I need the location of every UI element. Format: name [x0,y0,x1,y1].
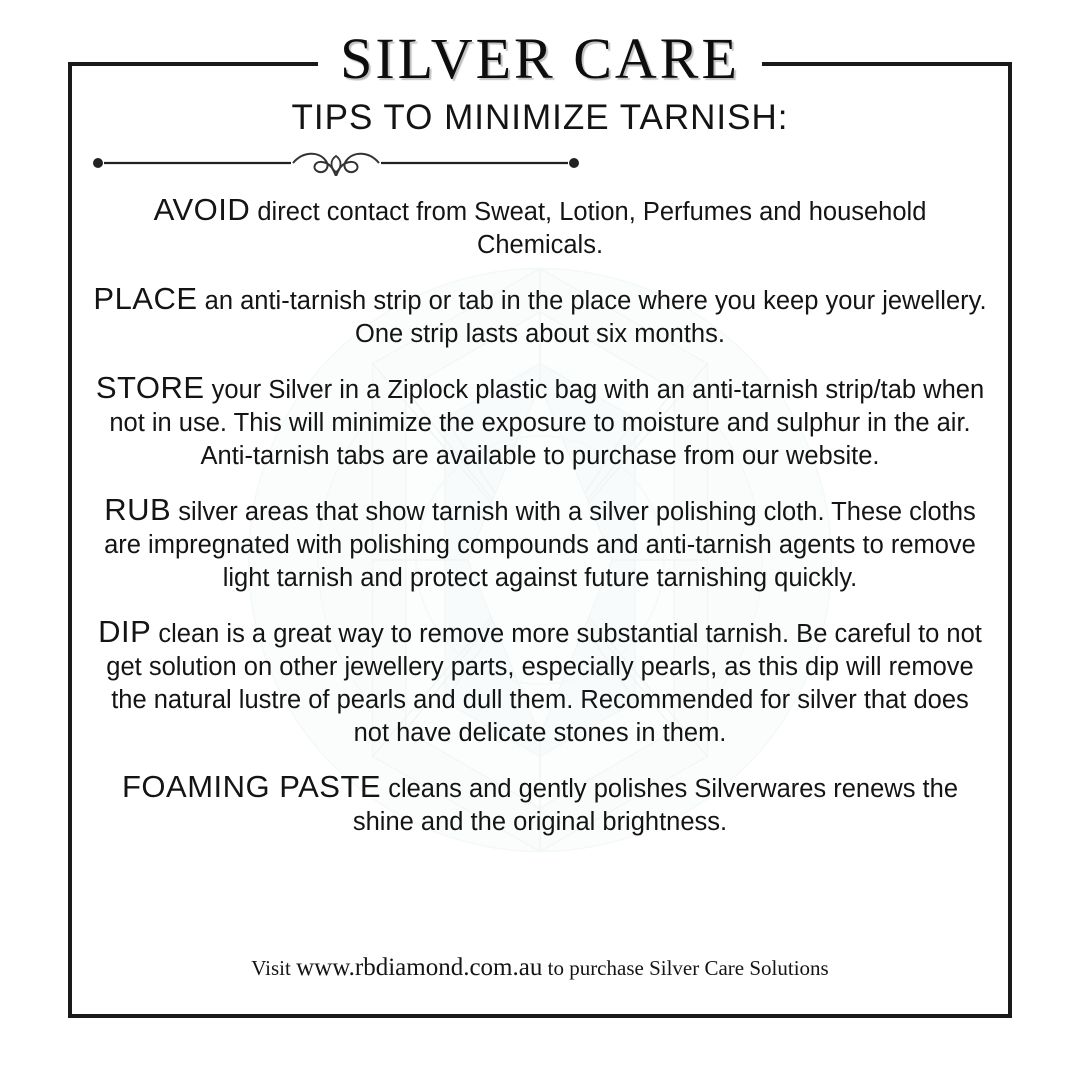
page-title-wrap [86,26,994,91]
footer-website-link[interactable]: www.rbdiamond.com.au [296,954,543,981]
tip-keyword-place: PLACE [93,281,198,316]
tip-keyword-avoid: AVOID [153,192,251,227]
tip-keyword-rub: RUB [104,492,172,527]
tip-keyword-store: STORE [95,370,205,405]
tip-text-rub: silver areas that show tarnish with a silver polishing cloth. These cloths are impregnated with polishing compounds and anti-tarnish agents to remove light tarnish and protect against future tarnishing quickly. [104,498,976,592]
tips-list [86,193,994,839]
tip-keyword-dip: DIP [98,614,152,649]
poster-content [68,26,1012,1018]
tip-text-dip: clean is a great way to remove more substantial tarnish. Be careful to not get solution on other jewellery parts, especially pearls, as this dip will remove the natural lustre of pearls and dull them. Recommended for silver that does not have delicate stones in them. [106,620,982,747]
footer-prefix: Visit [251,956,297,980]
page-title: SILVER CARE [318,28,762,90]
page-subtitle: TIPS TO MINIMIZE TARNISH: [291,98,789,137]
tip-foaming-paste [86,770,994,839]
footer [68,954,1012,982]
tip-avoid [86,193,994,262]
tip-text-avoid: direct contact from Sweat, Lotion, Perfumes and household Chemicals. [250,198,927,259]
tip-keyword-foaming-paste: FOAMING PASTE [121,769,382,804]
tip-text-place: an anti-tarnish strip or tab in the place where you keep your jewellery. One strip lasts about six months. [197,287,987,348]
tip-text-foaming-paste: cleans and gently polishes Silverwares renews the shine and the original brightness. [352,775,958,836]
ornamental-divider-icon [86,150,586,176]
tip-place [86,282,994,351]
footer-suffix: to purchase Silver Care Solutions [542,956,829,980]
tip-text-store: your Silver in a Ziplock plastic bag with an anti-tarnish strip/tab when not in use. This will minimize the exposure to moisture and sulphur in the air. Anti-tarnish tabs are available to purchase from our website. [109,376,985,470]
tip-rub [86,493,994,595]
tip-dip [86,615,994,750]
tip-store [86,371,994,473]
